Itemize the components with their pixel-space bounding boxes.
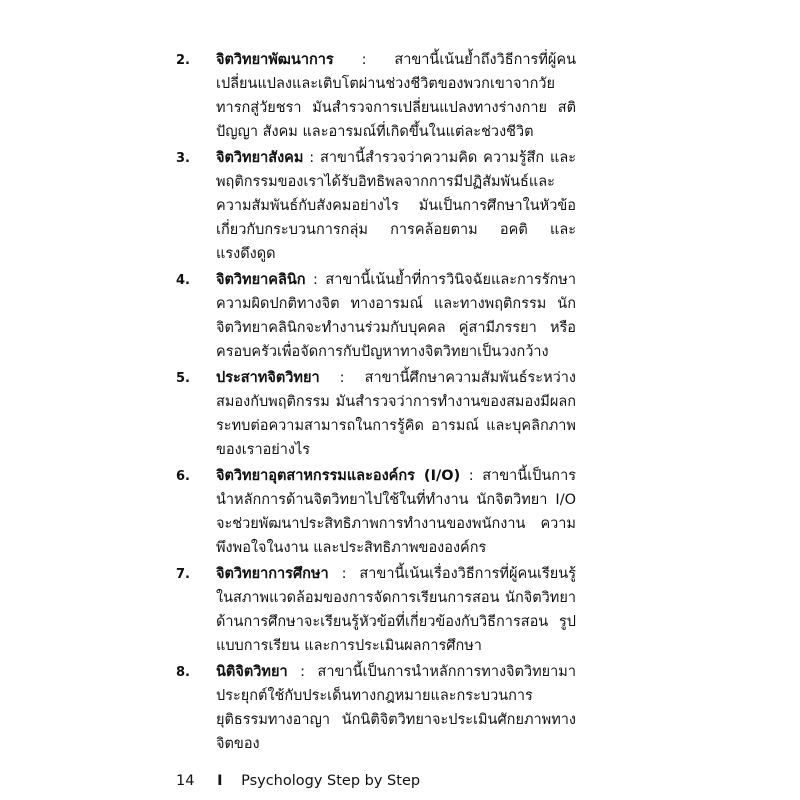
item-body: : สาขานี้เป็นการนำหลักการทางจิตวิทยามาประยุกต์ใช้กับประเด็นทางกฎหมายและกระบวนการยุติธรรมทางอาญา นักนิติจิตวิทยาจะประเมินศักยภาพทางจิตของ [216, 664, 576, 752]
item-text [216, 268, 576, 364]
item-term: จิตวิทยาคลินิก [216, 272, 306, 288]
item-number: 4. [176, 273, 190, 288]
item-term: ประสาทจิตวิทยา [216, 370, 320, 386]
item-number: 3. [176, 151, 190, 166]
item-term: จิตวิทยาการศึกษา [216, 566, 329, 582]
list-item [176, 660, 576, 756]
list-item [176, 366, 576, 462]
item-body: : สาขานี้เน้นย้ำถึงวิธีการที่ผู้คนเปลี่ยนแปลงและเติบโตผ่านช่วงชีวิตของพวกเขาจากวัยทารกสู่วัยชรา มันสำรวจการเปลี่ยนแปลงทางร่างกาย สติปัญญา สังคม และอารมณ์ที่เกิดขึ้นในแต่ละช่วงชีวิต [216, 52, 576, 140]
page-footer [176, 770, 420, 792]
item-text [216, 48, 576, 144]
item-text [216, 562, 576, 658]
item-number: 5. [176, 371, 190, 386]
item-text [216, 146, 576, 266]
item-term: จิตวิทยาอุตสาหกรรมและองค์กร (I/O) [216, 468, 461, 484]
page-number: 14 [176, 773, 195, 789]
book-title: Psychology Step by Step [241, 773, 421, 789]
item-body: : สาขานี้ศึกษาความสัมพันธ์ระหว่างสมองกับพฤติกรรม มันสำรวจว่าการทำงานของสมองมีผลกระทบต่อความสามารถในการรู้คิด อารมณ์ และบุคลิกภาพของเราอย่างไร [216, 370, 576, 458]
item-body: : สาขานี้เป็นการนำหลักการด้านจิตวิทยาไปใช้ในที่ทำงาน นักจิตวิทยา I/O จะช่วยพัฒนาประสิทธิภาพการทำงานของพนักงาน ความพึงพอใจในงาน และประสิทธิภาพขององค์กร [216, 468, 577, 556]
item-text [216, 366, 576, 462]
item-number: 6. [176, 469, 190, 484]
item-number: 7. [176, 567, 190, 582]
list-item [176, 464, 576, 560]
item-text [216, 660, 576, 756]
item-term: จิตวิทยาพัฒนาการ [216, 52, 334, 68]
item-body: : สาขานี้เน้นย้ำที่การวินิจฉัยและการรักษาความผิดปกติทางจิต ทางอารมณ์ และทางพฤติกรรม นักจิตวิทยาคลินิกจะทำงานร่วมกับบุคคล คู่สามีภรรยา หรือครอบครัวเพื่อจัดการกับปัญหาทางจิตวิทยาเป็นวงกว้าง [216, 272, 576, 360]
item-body: : สาขานี้สำรวจว่าความคิด ความรู้สึก และพฤติกรรมของเราได้รับอิทธิพลจากการมีปฏิสัมพันธ์และความสัมพันธ์กับสังคมอย่างไร มันเป็นการศึกษาในหัวข้อเกี่ยวกับกระบวนการกลุ่ม การคล้อยตาม อคติ และแรงดึงดูด [216, 150, 576, 262]
item-number: 2. [176, 53, 190, 68]
footer-separator: I [217, 773, 223, 789]
item-body: : สาขานี้เน้นเรื่องวิธีการที่ผู้คนเรียนรู้ในสภาพแวดล้อมของการจัดการเรียนการสอน นักจิตวิทยาด้านการศึกษาจะเรียนรู้หัวข้อที่เกี่ยวข้องกับวิธีการสอน รูปแบบการเรียน และการประเมินผลการศึกษา [216, 566, 576, 654]
list-item [176, 146, 576, 266]
list-item [176, 562, 576, 658]
list-item [176, 48, 576, 144]
list-item [176, 268, 576, 364]
item-number: 8. [176, 665, 190, 680]
item-term: จิตวิทยาสังคม [216, 150, 304, 166]
item-text [216, 464, 576, 560]
item-term: นิติจิตวิทยา [216, 664, 288, 680]
psychology-branches-list [176, 48, 576, 758]
